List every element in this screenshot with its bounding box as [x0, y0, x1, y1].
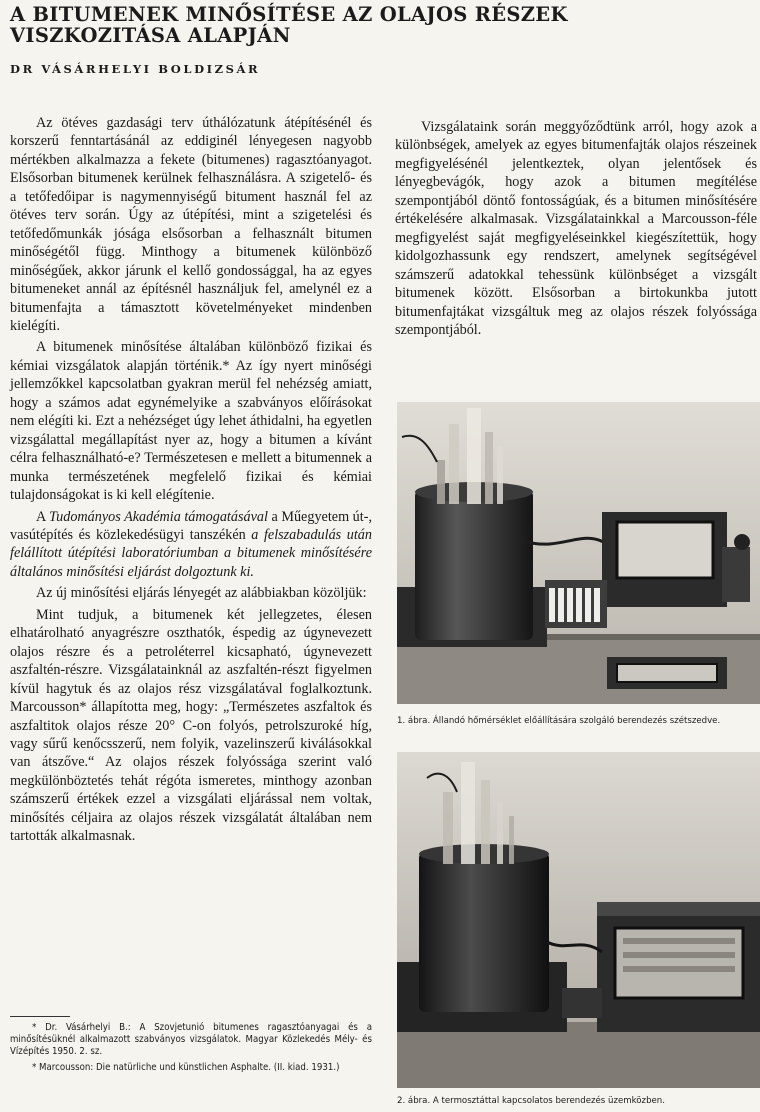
figure-1-caption: 1. ábra. Állandó hőmérséklet előállítására szolgáló berendezés szétszedve. — [397, 716, 721, 726]
left-column — [10, 114, 372, 846]
footnote-divider — [10, 1016, 70, 1017]
paragraph: Mint tudjuk, a bitumenek két jellegzetes, élesen elhatárolható anyagrészre oszthatók, éspedig az úgynevezett olajos részre és a petroléterrel kicsapható, úgynevezett aszfaltén-részre. Vizsgálatainknál az aszfaltén-részt figyelmen kívül hagytuk és az olajos rész vizsgálatával foglalkoztunk. Marcousson* állapította meg, hogy: „Természetes aszfaltok és aszfaltitok olajos része 20° C-on folyós, petrolszuroké híg, vagy sűrű kenőcsszerű, nem folyik, vazelinszerű kiválásokkal van átszőve.“ Az olajos részek folyóssága szerint való megkülönböztetés tehát régóta ismeretes, minthogy azonban számszerű értékek ezzel a vizsgálati eljárással nem voltak, minősítés céljaira az olajos részek vizsgálatát általában nem tartották alkalmasnak. — [10, 606, 372, 845]
title-line-1: A BITUMENEK MINŐSÍTÉSE AZ OLAJOS RÉSZEK — [10, 3, 568, 26]
emphasis-text: a felszabadulás után felállított útépítési laboratóriumban a bitumenek minősítésére általános minősítési eljárást dolgoztunk ki. — [10, 526, 372, 580]
article-title — [10, 4, 750, 46]
emphasis-text: Tudományos Akadémia támogatásával — [49, 508, 268, 525]
footnote: * Marcousson: Die natürliche und künstlichen Asphalte. (II. kiad. 1931.) — [32, 1062, 340, 1073]
figure-2-caption: 2. ábra. A termosztáttal kapcsolatos berendezés üzemközben. — [397, 1096, 665, 1106]
footnotes — [10, 1022, 372, 1078]
author-name: DR VÁSÁRHELYI BOLDIZSÁR — [10, 62, 261, 76]
paragraph: Az új minősítési eljárás lényegét az alábbiakban közöljük: — [36, 585, 367, 602]
title-line-2: VISZKOZITÁSA ALAPJÁN — [10, 24, 291, 47]
right-column — [395, 118, 757, 339]
paragraph: Vizsgálataink során meggyőződtünk arról, hogy azok a különbségek, amelyek az egyes bitumenfajták olajos részeinek megfigyelésénél jelentkeztek, olyan jelentősek és lényegbevágók, hogy azok a bitumen megítélése szempontjából döntő fontosságúak, és a bitumen minősítésére értékelésére alkalmasak. Vizsgálatainkkal a Marcousson-féle megfigyelést saját megfigyeléseinkkel kiegészítettük, hogy kidolgozhassunk egy rendszert, amelynek segítségével számszerű adatokkal tehessünk különbséget a vizsgált bitumenek között. Elsősorban a birtokunkba jutott bitumenfajtákat vizsgáltuk meg az olajos részek folyóssága szempontjából. — [395, 119, 757, 338]
paragraph: A bitumenek minősítése általában különböző fizikai és kémiai vizsgálatok alapján történik.* Az így nyert minőségi jellemzőkkel kapcsolatban gyakran merül fel nehézség amiatt, hogy a számos adat egynémelyike a szabványos előírásokat nem elégíti ki. Ezt a nehézséget úgy lehet áthidalni, ha egyetlen vizsgálattal megállapítást nyer az, hogy a bitumen a kívánt célra felhasználható-e? Természetesen e mellett a bitumennek a munka természetének megfelelő fizikai és kémiai tulajdonságokat is ki kell elégítenie. — [10, 339, 372, 504]
paragraph: A Tudományos Akadémia támogatásával a Műegyetem út-, vasútépítés és közlekedésügyi tanszékén a felszabadulás után felállított útépítési laboratóriumban a bitumenek minősítésére általános minősítési eljárást dolgoztunk ki. — [10, 508, 372, 580]
figure-2-photo — [397, 752, 760, 1088]
paragraph: Az ötéves gazdasági terv úthálózatunk átépítésénél és korszerű fenntartásánál az eddiginél lényegesen nagyobb mértékben alkalmazza a fekete (bitumenes) ragasztóanyagot. Elsősorban bitumenek kerülnek felhasználásra. A szigetelő- és a tetőfedőipar is nagymennyiségű bitument használ fel az ötéves terv során. Úgy az útépítési, mint a szigetelési és tetőfedőmunkák jósága elsősorban a felhasznált bitumen minőségétől függ. Minthogy a bitumenek különböző minőségűek, akkor járunk el kellő gondossággal, ha az egyes bitumeneket annál az építésnél használjuk fel, amelynél ez a bitumenfajta a támasztott követelményeket mindenben kielégíti. — [10, 115, 372, 334]
figure-1-photo — [397, 402, 760, 704]
footnote: * Dr. Vásárhelyi B.: A Szovjetunió bitumenes ragasztóanyagai és a minősítésüknél alkalmazott szabványos vizsgálatok. Magyar Közlekedés Mély- és Vízépítés 1950. 2. sz. — [10, 1022, 372, 1057]
